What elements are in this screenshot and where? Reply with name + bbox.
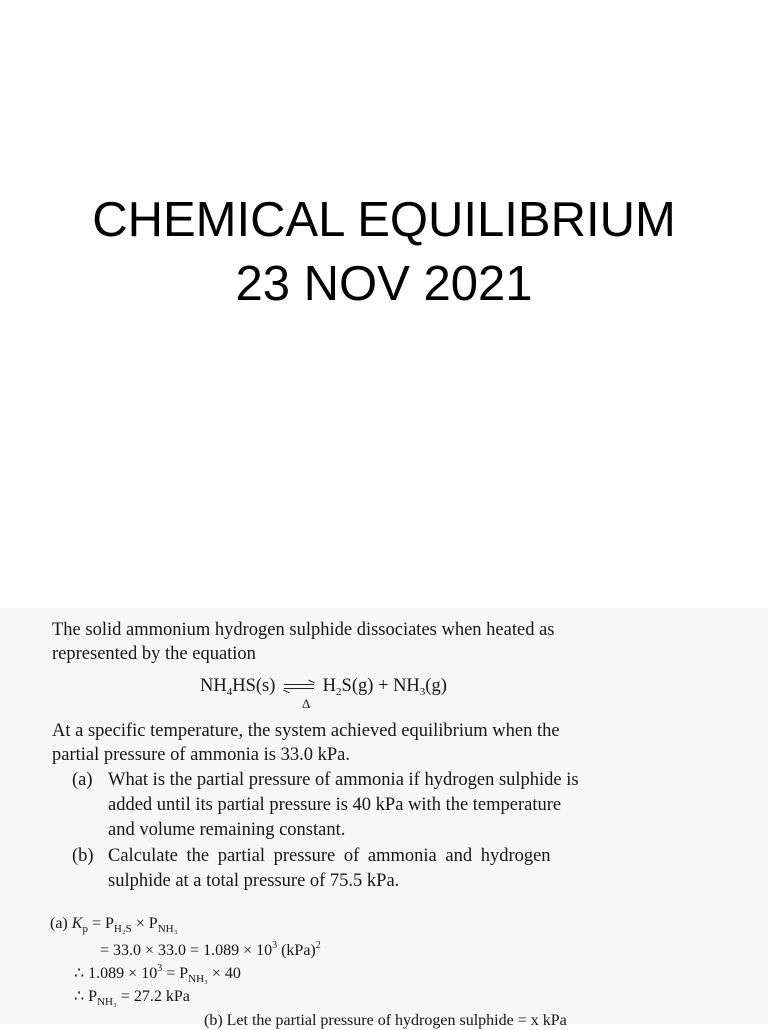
question-a-label: (a) [72, 770, 93, 790]
solution-line-2-unit-sup: 2 [315, 940, 321, 951]
solution-line-1 [50, 915, 177, 935]
question-b-line-2: sulphide at a total pressure of 75.5 kPa. [108, 871, 400, 891]
question-a-line-1: What is the partial pressure of ammonia if hydrogen sulphide is [108, 770, 579, 790]
kp-subscript: p [82, 923, 88, 935]
product-formula-end: (g) [425, 676, 447, 696]
product-formula-1: H [322, 676, 337, 696]
product-subscript-1: 2 [336, 686, 342, 698]
solution-line-4-end: = 27.2 kPa [116, 988, 190, 1005]
solution-a-label: (a) [50, 915, 68, 932]
question-b-line-1: Calculate the partial pressure of ammonia and hydrogen [108, 846, 551, 866]
question-a-line-3: and volume remaining constant. [108, 820, 346, 840]
eq-p: = P [87, 915, 114, 932]
title-line-1: CHEMICAL EQUILIBRIUM [92, 193, 676, 247]
solution-line-3-sup: 3 [157, 963, 163, 974]
question-a-line-2: added until its partial pressure is 40 kPa with the temperature [108, 795, 562, 815]
solution-line-4 [74, 986, 190, 1008]
solution-line-3-sub: NH₃ [188, 973, 208, 985]
h2s-subscript: H₂S [113, 923, 132, 935]
title-line-2: 23 NOV 2021 [235, 257, 533, 311]
solution-line-4-sub: NH₃ [97, 996, 117, 1008]
intro-line-2: represented by the equation [52, 644, 256, 664]
scanned-problem-image [0, 608, 768, 1024]
solution-line-2-sup: 3 [272, 940, 278, 951]
solution-line-3-end: × 40 [207, 965, 241, 982]
product-subscript-2: 3 [419, 686, 426, 698]
nh3-subscript: NH₃ [157, 923, 178, 935]
solution-line-3-pre: ∴ 1.089 × 10 [74, 965, 158, 982]
reactant-subscript: 4 [226, 686, 233, 698]
kp-symbol: K [71, 915, 83, 932]
solution-line-2 [100, 940, 321, 960]
reactant-formula: NH [200, 676, 227, 696]
question-b-label: (b) [72, 846, 94, 866]
solution-line-3 [74, 963, 241, 985]
slide-title [0, 188, 768, 316]
paragraph-line-2: partial pressure of ammonia is 33.0 kPa. [52, 745, 350, 765]
reaction-equation [200, 676, 447, 698]
reactant-formula-rest: HS(s) [232, 676, 276, 696]
intro-line-1: The solid ammonium hydrogen sulphide dissociates when heated as [52, 620, 555, 640]
solution-line-4-pre: ∴ P [74, 988, 98, 1005]
solution-line-2-text: = 33.0 × 33.0 = 1.089 × 10 [100, 942, 273, 959]
heat-symbol: Δ [302, 696, 311, 711]
product-formula-rest: S(g) + NH [341, 676, 420, 696]
solution-line-5: (b) Let the partial pressure of hydrogen sulphide = x kPa [204, 1012, 567, 1029]
solution-line-3-mid: = P [162, 965, 189, 982]
equilibrium-arrow-icon [282, 680, 316, 694]
solution-line-2-unit: (kPa) [277, 942, 316, 959]
times-p: × P [131, 915, 158, 932]
paragraph-line-1: At a specific temperature, the system achieved equilibrium when the [52, 721, 560, 741]
